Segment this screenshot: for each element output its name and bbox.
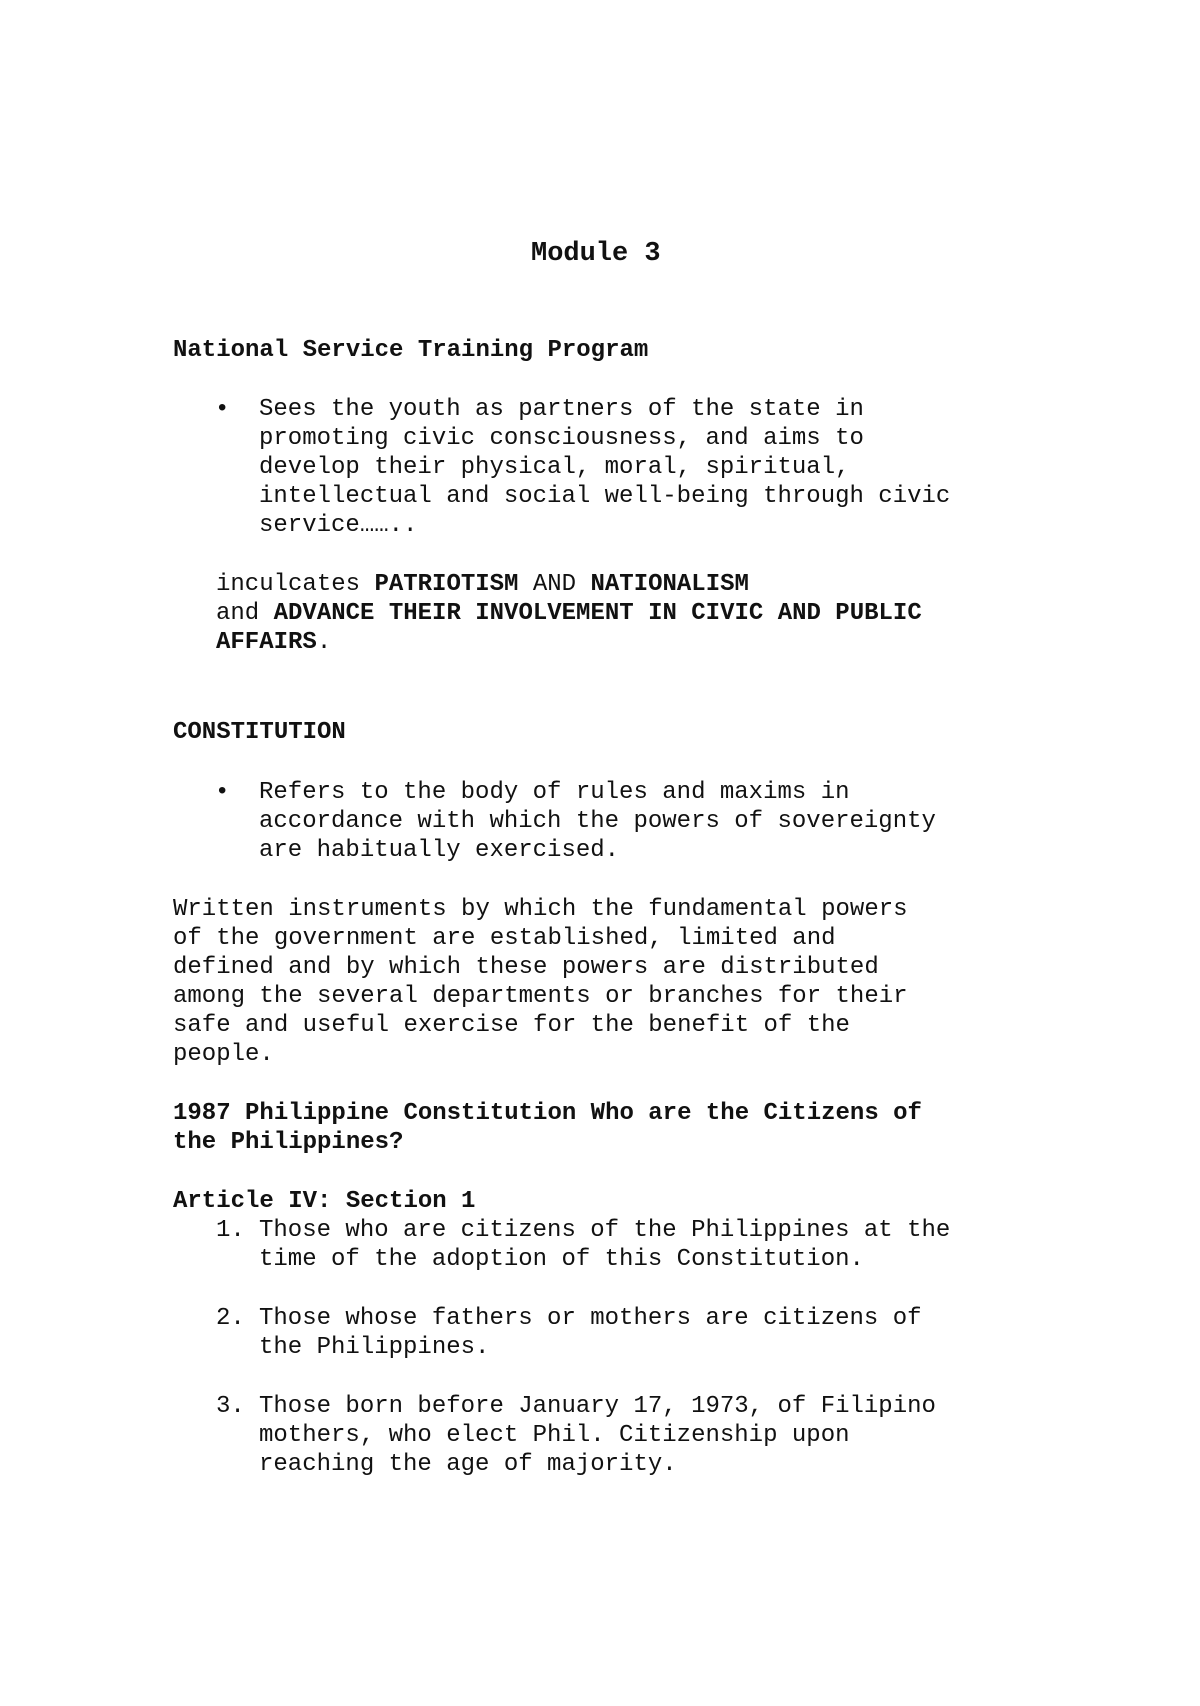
advance-text: ADVANCE THEIR INVOLVEMENT IN CIVIC AND PUBLIC <box>273 600 922 627</box>
constitution-paragraph-line-5: safe and useful exercise for the benefit of the <box>173 1012 850 1039</box>
nstp-bullet-line-1: Sees the youth as partners of the state in <box>259 396 864 423</box>
citizen-item-1-line-2: time of the adoption of this Constitution. <box>259 1246 864 1273</box>
citizens-heading-line-1: 1987 Philippine Constitution Who are the Citizens of <box>173 1100 922 1127</box>
constitution-bullet-line-1: Refers to the body of rules and maxims in <box>259 779 850 806</box>
page-title: Module 3 <box>531 239 661 269</box>
constitution-bullet-line-2: accordance with which the powers of sovereignty <box>259 808 936 835</box>
nationalism-text: NATIONALISM <box>590 571 749 598</box>
inculcates-line <box>216 570 749 599</box>
constitution-bullet-line-3: are habitually exercised. <box>259 837 620 864</box>
citizen-item-3-line-3: reaching the age of majority. <box>259 1451 677 1478</box>
nstp-bullet-line-3: develop their physical, moral, spiritual, <box>259 454 850 481</box>
nstp-bullet-line-2: promoting civic consciousness, and aims to <box>259 425 864 452</box>
article-heading: Article IV: Section 1 <box>173 1188 476 1215</box>
constitution-paragraph-line-3: defined and by which these powers are distributed <box>173 954 879 981</box>
advance-prefix: and <box>216 600 274 627</box>
affairs-text: AFFAIRS <box>216 629 317 656</box>
citizen-item-2-line-2: the Philippines. <box>259 1334 490 1361</box>
nstp-bullet-line-5: service…….. <box>259 512 418 539</box>
affairs-line <box>216 628 331 657</box>
citizens-heading-line-2: the Philippines? <box>173 1129 404 1156</box>
citizen-item-2-line-1: Those whose fathers or mothers are citizens of <box>259 1305 922 1332</box>
constitution-heading: CONSTITUTION <box>173 719 346 746</box>
patriotism-text: PATRIOTISM <box>374 571 519 598</box>
citizen-item-1-line-1: Those who are citizens of the Philippines at the <box>259 1217 951 1244</box>
citizen-item-3-number: 3. <box>216 1393 245 1420</box>
constitution-paragraph-line-4: among the several departments or branches for their <box>173 983 908 1010</box>
citizen-item-2-number: 2. <box>216 1305 245 1332</box>
inculcates-prefix: inculcates <box>216 571 375 598</box>
advance-line <box>216 599 922 628</box>
affairs-period: . <box>316 629 332 656</box>
citizen-item-1-number: 1. <box>216 1217 245 1244</box>
nstp-bullet-icon: • <box>215 396 230 423</box>
constitution-paragraph-line-1: Written instruments by which the fundamental powers <box>173 896 908 923</box>
nstp-bullet-line-4: intellectual and social well-being through civic <box>259 483 951 510</box>
citizen-item-3-line-1: Those born before January 17, 1973, of Filipino <box>259 1393 936 1420</box>
citizen-item-3-line-2: mothers, who elect Phil. Citizenship upon <box>259 1422 850 1449</box>
constitution-paragraph-line-2: of the government are established, limited and <box>173 925 836 952</box>
constitution-bullet-icon: • <box>215 779 230 806</box>
constitution-paragraph-line-6: people. <box>173 1041 274 1068</box>
nstp-heading: National Service Training Program <box>173 337 649 364</box>
and-text: AND <box>518 571 591 598</box>
